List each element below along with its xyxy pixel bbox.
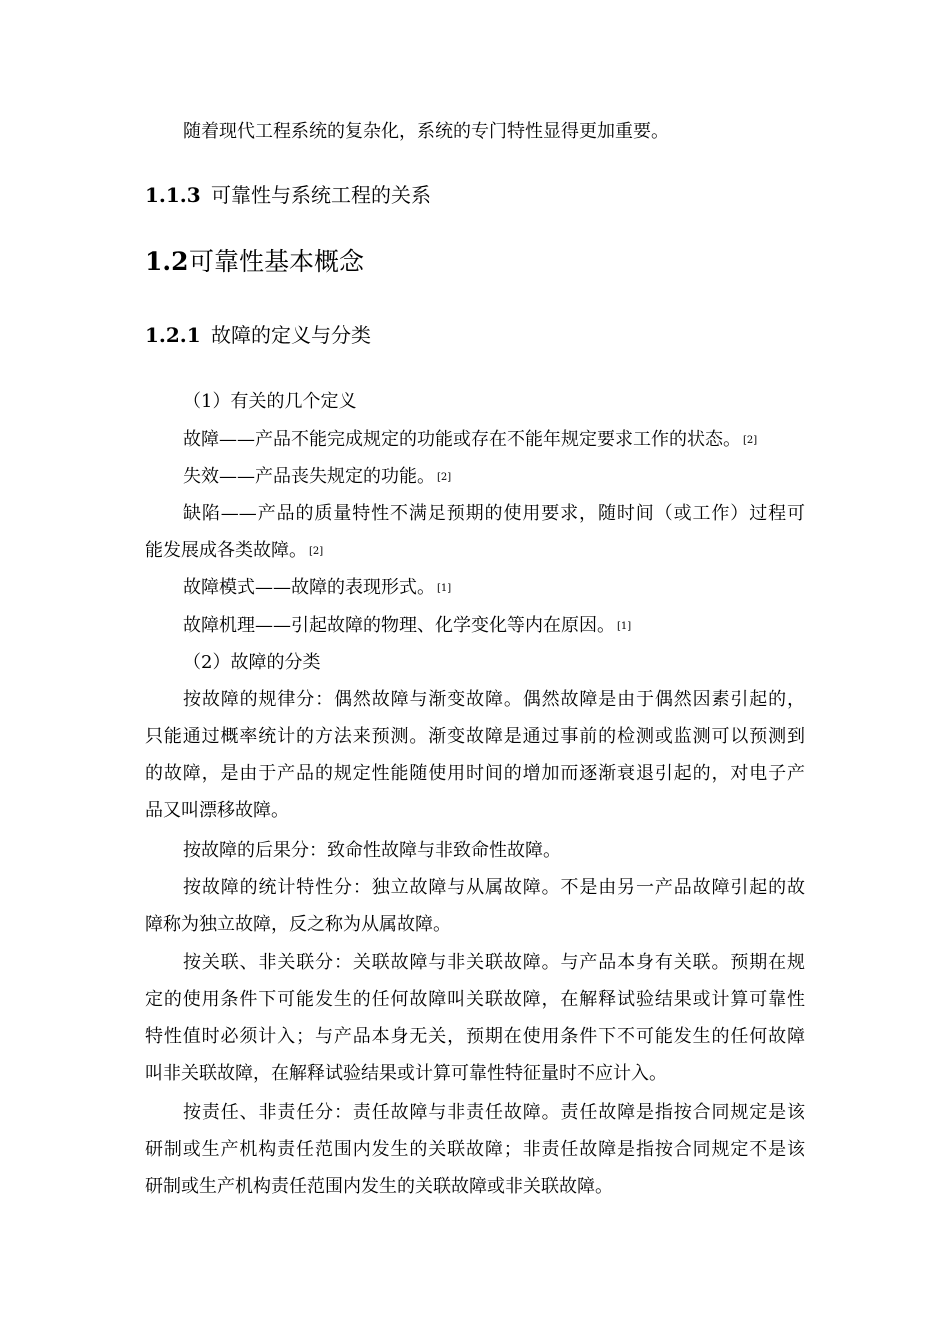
intro-paragraph: 随着现代工程系统的复杂化，系统的专门特性显得更加重要。 (183, 121, 669, 142)
citation: [1] (617, 621, 632, 632)
paragraph-line: 特性值时必须计入；与产品本身无关，预期在使用条件下不可能发生的任何故障 (145, 1026, 805, 1047)
section-number: 1.2 (145, 247, 189, 276)
section-heading-1-2-1 (145, 320, 371, 350)
paragraph-line: 研制或生产机构责任范围内发生的关联故障；非责任故障是指按合同规定不是该 (145, 1139, 805, 1160)
paragraph-line: 只能通过概率统计的方法来预测。渐变故障是通过事前的检测或监测可以预测到 (145, 726, 805, 747)
citation: [2] (743, 435, 758, 446)
paragraph-line: 的故障，是由于产品的规定性能随使用时间的增加而逐渐衰退引起的，对电子产 (145, 763, 805, 784)
definition-text: 故障——产品不能完成规定的功能或存在不能年规定要求工作的状态。 (183, 429, 741, 450)
definitions-heading: （1）有关的几个定义 (183, 391, 357, 412)
paragraph-line: 按故障的规律分：偶然故障与渐变故障。偶然故障是由于偶然因素引起的， (183, 689, 805, 710)
definition-fault (183, 427, 757, 453)
definition-failure-mechanism (183, 613, 631, 639)
citation: [2] (437, 472, 452, 483)
paragraph-line: 按故障的后果分：致命性故障与非致命性故障。 (183, 840, 561, 861)
paragraph-line: 定的使用条件下可能发生的任何故障叫关联故障，在解释试验结果或计算可靠性 (145, 989, 805, 1010)
definition-failure-mode (183, 575, 451, 601)
paragraph-line: 研制或生产机构责任范围内发生的关联故障或非关联故障。 (145, 1176, 613, 1197)
section-heading-1-1-3 (145, 180, 431, 210)
definition-text: 失效——产品丧失规定的功能。 (183, 466, 435, 487)
section-title: 可靠性与系统工程的关系 (211, 183, 431, 207)
paragraph-line: 叫非关联故障，在解释试验结果或计算可靠性特征量时不应计入。 (145, 1063, 667, 1084)
paragraph-line: 障称为独立故障，反之称为从属故障。 (145, 914, 451, 935)
citation: [1] (437, 583, 452, 594)
citation: [2] (309, 546, 324, 557)
definition-text: 故障模式——故障的表现形式。 (183, 577, 435, 598)
section-number: 1.2.1 (145, 323, 201, 347)
section-heading-1-2 (145, 245, 364, 279)
classification-heading: （2）故障的分类 (183, 652, 321, 673)
paragraph-line: 按关联、非关联分：关联故障与非关联故障。与产品本身有关联。预期在规 (183, 952, 805, 973)
section-title: 可靠性基本概念 (189, 247, 365, 276)
paragraph-line: 按故障的统计特性分：独立故障与从属故障。不是由另一产品故障引起的故 (183, 877, 805, 898)
paragraph-line: 品又叫漂移故障。 (145, 800, 289, 821)
section-number: 1.1.3 (145, 183, 201, 207)
definition-failure (183, 464, 451, 490)
definition-defect-line (145, 538, 323, 564)
paragraph-line: 按责任、非责任分：责任故障与非责任故障。责任故障是指按合同规定是该 (183, 1102, 805, 1123)
definition-text: 故障机理——引起故障的物理、化学变化等内在原因。 (183, 615, 615, 636)
section-title: 故障的定义与分类 (211, 323, 371, 347)
definition-defect-line: 缺陷——产品的质量特性不满足预期的使用要求，随时间（或工作）过程可 (183, 503, 805, 524)
definition-text: 能发展成各类故障。 (145, 540, 307, 561)
